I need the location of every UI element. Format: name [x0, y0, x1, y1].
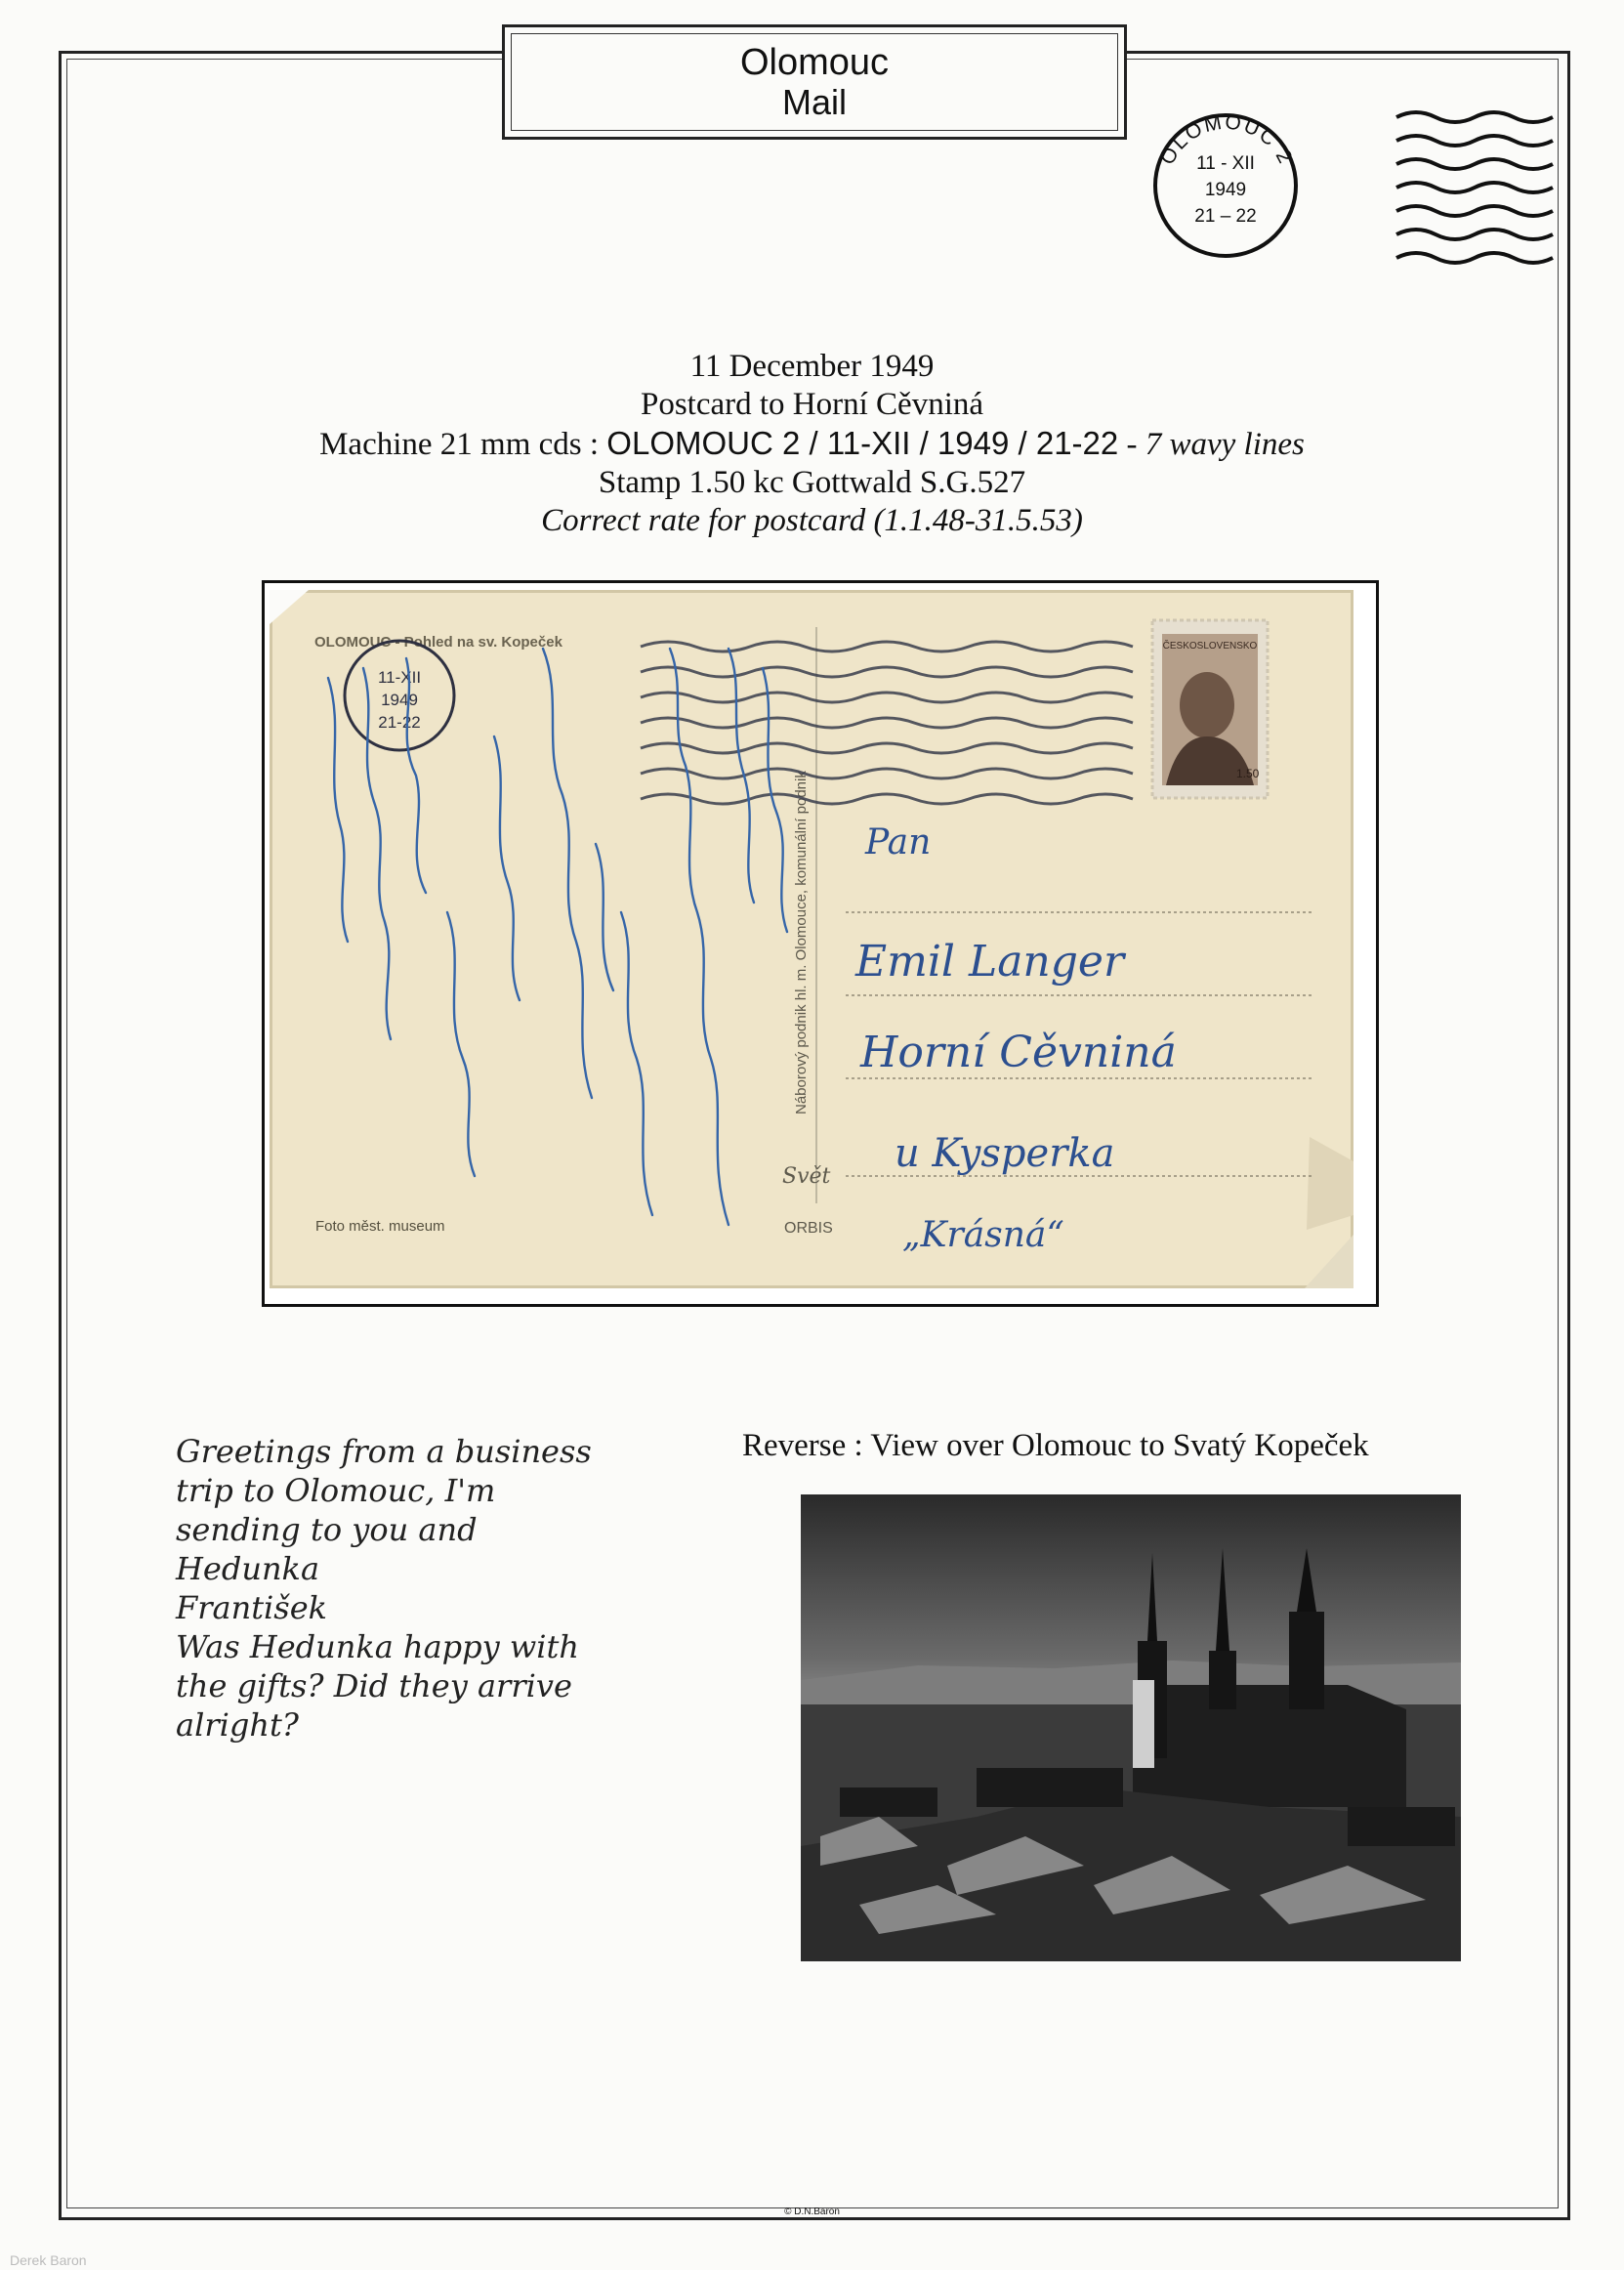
desc-cancel [0, 424, 1624, 464]
postmark-time: 21 – 22 [1194, 206, 1257, 227]
wavy-lines-illustration [1395, 105, 1556, 276]
postmark-town: OLOMOUC 2 [1155, 110, 1298, 169]
desc-cancel-suffix: - 7 wavy lines [1118, 427, 1305, 462]
postcard-credit: Foto měst. museum [315, 1218, 445, 1235]
desc-date: 11 December 1949 [689, 349, 935, 384]
card-cancel-date: 11-XII [377, 668, 422, 687]
description-block [0, 348, 1624, 540]
translation-line: the gifts? Did they arrive [176, 1667, 572, 1704]
desc-stamp: Stamp 1.50 kc Gottwald S.G.527 [598, 465, 1026, 500]
address-line-1: Pan [865, 822, 932, 862]
copyright: © D.N.Baron [784, 2207, 840, 2217]
postcard-image [270, 590, 1353, 1288]
translation-line: sending to you and [176, 1511, 478, 1548]
page-title: Olomouc [739, 42, 890, 83]
stamp-country: ČESKOSLOVENSKO [1162, 641, 1258, 652]
message-translation [176, 1432, 684, 1745]
desc-destination: Postcard to Horní Cěvniná [640, 387, 984, 422]
address-line-4: u Kysperka [895, 1131, 1115, 1176]
postage-stamp [1152, 620, 1268, 798]
publisher-logo-icon: Svět [782, 1164, 831, 1189]
translation-line: Greetings from a business [176, 1433, 592, 1470]
reverse-caption: Reverse : View over Olomouc to Svatý Kopeček [742, 1428, 1369, 1463]
postcard-caption: OLOMOUC - Pohled na sv. Kopeček [314, 634, 562, 651]
desc-cancel-prefix: Machine 21 mm cds : [319, 427, 607, 462]
address-line-3: Horní Cěvniná [860, 1028, 1177, 1077]
card-cancel-time: 21-22 [378, 713, 421, 732]
desc-rate: Correct rate for postcard (1.1.48-31.5.53) [541, 503, 1083, 538]
translation-line: František [176, 1589, 328, 1626]
postmark-year: 1949 [1204, 180, 1247, 200]
postmark-illustration [1141, 98, 1312, 269]
desc-cancel-text: OLOMOUC 2 / 11-XII / 1949 / 21-22 [606, 425, 1119, 461]
page-subtitle: Mail [781, 82, 847, 122]
postcard-publisher: Náborový podnik hl. m. Olomouce, komunální podnik [793, 771, 810, 1114]
translation-line: Hedunka [176, 1550, 320, 1587]
stamp-value: 1.50 [1236, 767, 1260, 780]
translation-line: trip to Olomouc, I'm [176, 1472, 496, 1509]
watermark: Derek Baron [10, 2252, 87, 2268]
reverse-photo [801, 1494, 1461, 1961]
address-line-5: „Krásná“ [902, 1215, 1064, 1255]
postmark-date: 11 - XII [1196, 153, 1255, 174]
title-box [502, 24, 1127, 140]
publisher-logo-text: ORBIS [784, 1220, 833, 1237]
address-line-2: Emil Langer [855, 937, 1124, 987]
translation-line: Was Hedunka happy with [176, 1628, 579, 1665]
translation-line: alright? [176, 1706, 299, 1744]
card-cancel-year: 1949 [381, 691, 418, 709]
